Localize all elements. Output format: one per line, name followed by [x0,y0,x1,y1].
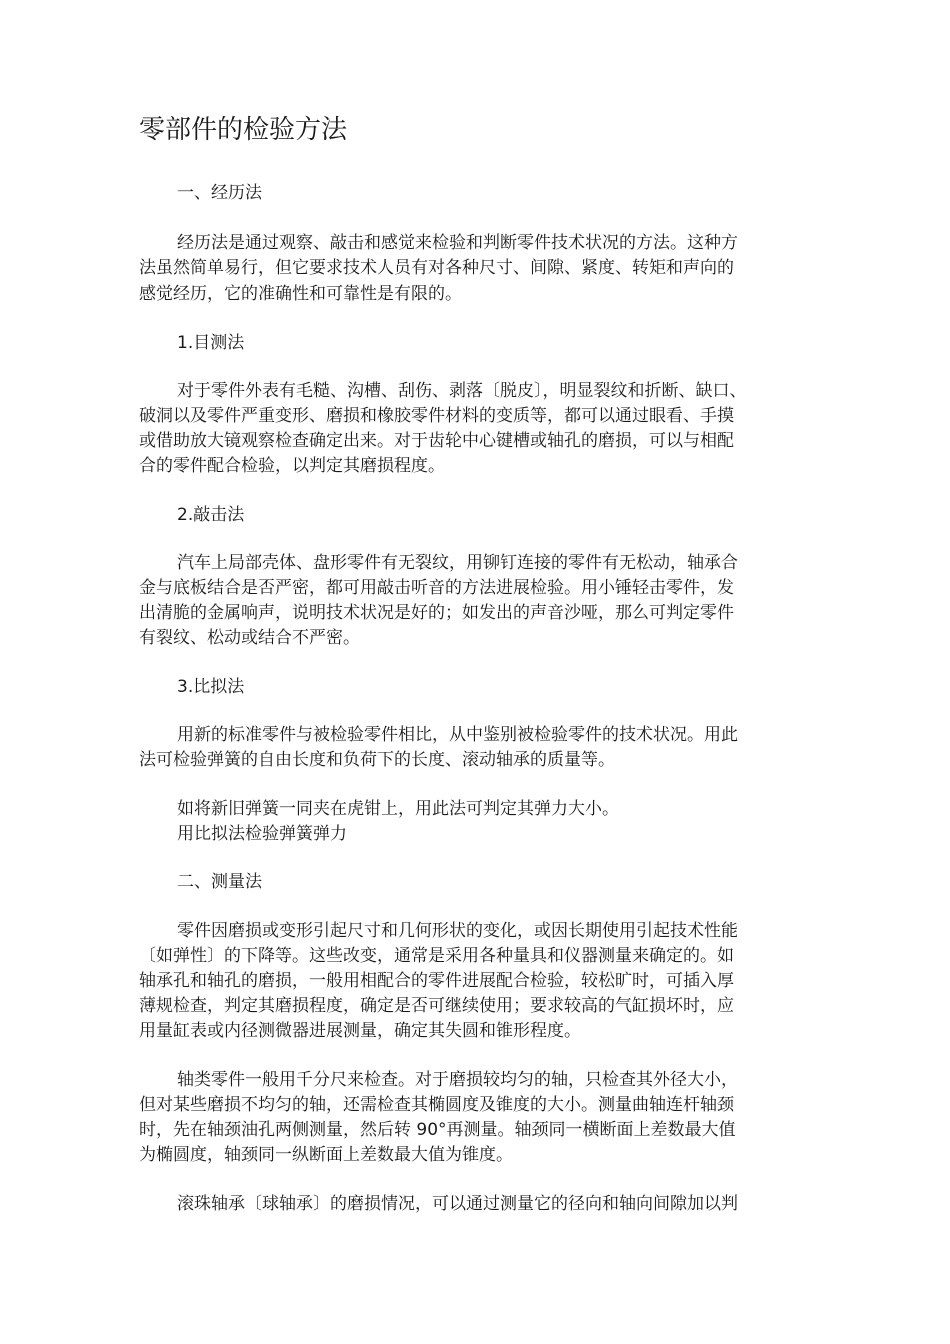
paragraph-line: 金与底板结合是否严密，都可用敲击听音的方法进展检验。用小锤轻击零件，发 [139,578,734,598]
subheading-comparison-method: 3.比拟法 [177,677,245,697]
paragraph-line: 轴承孔和轴孔的磨损，一般用相配合的零件进展配合检验，较松旷时，可插入厚 [139,971,734,991]
paragraph-line: 轴类零件一般用千分尺来检查。对于磨损较均匀的轴，只检查其外径大小， [177,1070,738,1090]
paragraph-line: 〔如弹性〕的下降等。这些改变，通常是采用各种量具和仪器测量来确定的。如 [139,946,734,966]
paragraph-line: 有裂纹、松动或结合不严密。 [139,628,360,648]
section-heading-measurement-method: 二、测量法 [177,872,262,892]
paragraph-line: 滚珠轴承〔球轴承〕的磨损情况，可以通过测量它的径向和轴向间隙加以判 [177,1194,738,1214]
paragraph-line: 为椭圆度，轴颈同一纵断面上差数最大值为锥度。 [139,1145,513,1165]
paragraph-line: 零件因磨损或变形引起尺寸和几何形状的变化，或因长期使用引起技术性能 [177,921,738,941]
paragraph-line: 汽车上局部壳体、盘形零件有无裂纹，用铆钉连接的零件有无松动，轴承合 [177,553,738,573]
paragraph-line: 法虽然简单易行，但它要求技术人员有对各种尺寸、间隙、紧度、转矩和声向的 [139,258,734,278]
paragraph-line: 如将新旧弹簧一同夹在虎钳上，用此法可判定其弹力大小。 [177,799,619,819]
paragraph-line: 用量缸表或内径测微器进展测量，确定其失圆和锥形程度。 [139,1021,581,1041]
figure-caption: 用比拟法检验弹簧弹力 [177,824,347,844]
document-title: 零部件的检验方法 [139,115,348,145]
paragraph-line: 但对某些磨损不均匀的轴，还需检查其椭圆度及锥度的大小。测量曲轴连杆轴颈 [139,1095,734,1115]
paragraph-line: 薄规检查，判定其磨损程度，确定是否可继续使用；要求较高的气缸损坏时，应 [139,996,734,1016]
paragraph-line: 破洞以及零件严重变形、磨损和橡胶零件材料的变质等，都可以通过眼看、手摸 [139,406,734,426]
paragraph-line: 用新的标准零件与被检验零件相比，从中鉴别被检验零件的技术状况。用此 [177,725,738,745]
subheading-visual-inspection: 1.目测法 [177,333,245,353]
paragraph-line: 时，先在轴颈油孔两侧测量，然后转 90°再测量。轴颈同一横断面上差数最大值 [139,1120,736,1140]
section-heading-experience-method: 一、经历法 [177,183,262,203]
paragraph-line: 经历法是通过观察、敲击和感觉来检验和判断零件技术状况的方法。这种方 [177,233,738,253]
paragraph-line: 对于零件外表有毛糙、沟槽、刮伤、剥落〔脱皮〕，明显裂纹和折断、缺口、 [177,381,747,401]
paragraph-line: 合的零件配合检验，以判定其磨损程度。 [139,456,445,476]
paragraph-line: 法可检验弹簧的自由长度和负荷下的长度、滚动轴承的质量等。 [139,750,615,770]
paragraph-line: 出清脆的金属响声，说明技术状况是好的；如发出的声音沙哑，那么可判定零件 [139,603,734,623]
paragraph-line: 感觉经历，它的准确性和可靠性是有限的。 [139,284,462,304]
subheading-tapping-method: 2.敲击法 [177,505,245,525]
paragraph-line: 或借助放大镜观察检查确定出来。对于齿轮中心键槽或轴孔的磨损，可以与相配 [139,431,734,451]
